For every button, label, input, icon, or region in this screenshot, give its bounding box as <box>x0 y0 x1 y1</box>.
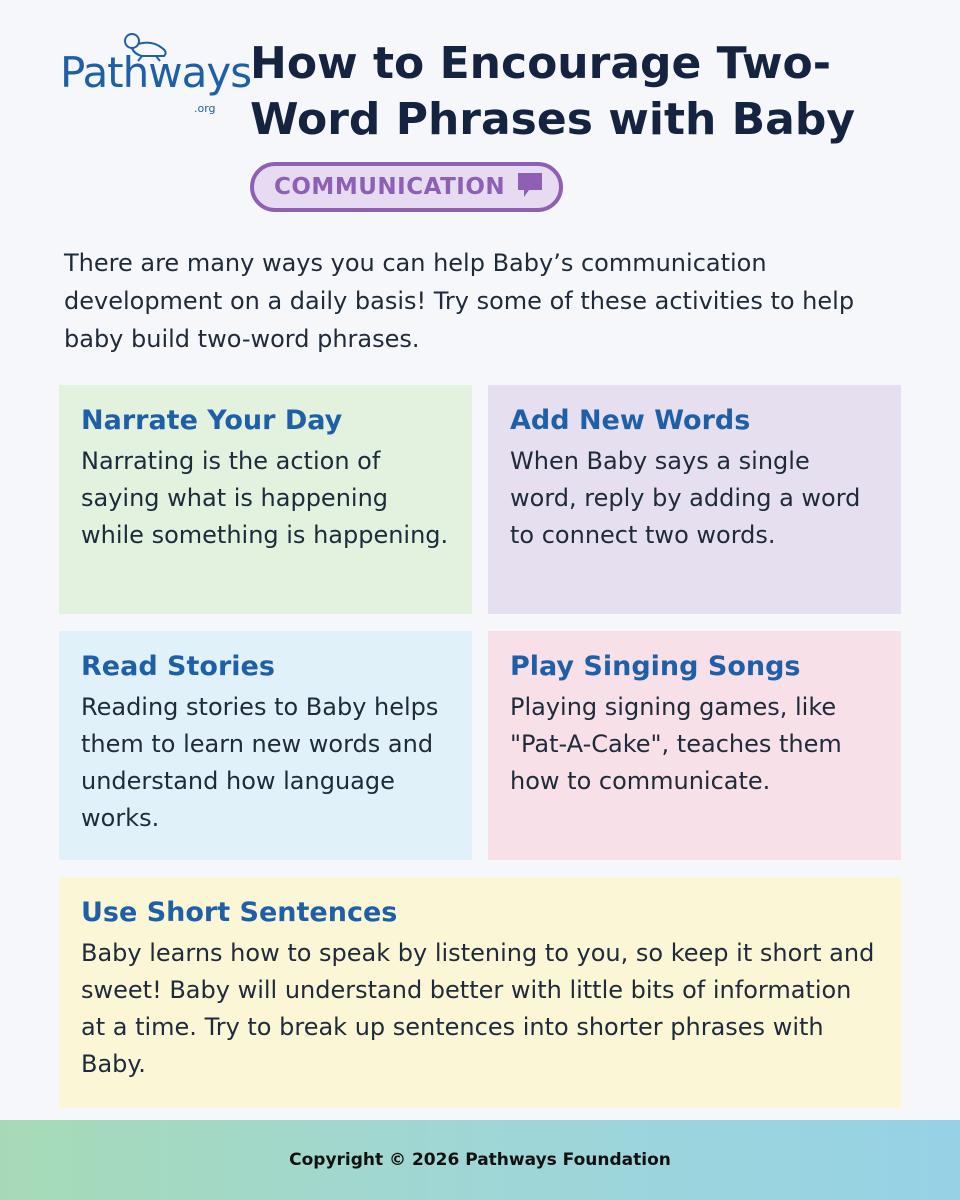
tip-card-title: Use Short Sentences <box>81 897 398 928</box>
tip-card-body: When Baby says a single word, reply by adding a word to connect two words. <box>510 447 861 549</box>
tip-card-title: Read Stories <box>81 651 275 682</box>
tip-card-title: Narrate Your Day <box>81 405 343 436</box>
tip-card-play-songs <box>488 631 901 860</box>
tip-card-title: Play Singing Songs <box>510 651 801 682</box>
footer <box>0 1120 960 1200</box>
tip-card-add-words <box>488 385 901 614</box>
tip-card-short-sentences <box>59 877 901 1108</box>
page-title: How to Encourage Two-Word Phrases with Baby <box>250 38 856 145</box>
tip-card-body: Reading stories to Baby helps them to learn new words and understand how language works. <box>81 693 439 832</box>
logo-suffix: .org <box>194 102 216 115</box>
category-badge <box>250 162 563 212</box>
intro-paragraph: There are many ways you can help Baby’s communication development on a daily basis! Try some of these activities to help baby build two-word phrases. <box>64 249 855 353</box>
tip-card-title: Add New Words <box>510 405 751 436</box>
tip-card-body: Baby learns how to speak by listening to you, so keep it short and sweet! Baby will understand better with little bits of information at a time. Try to break up sentences into shorter phrases with Baby. <box>81 939 875 1078</box>
category-badge-label: COMMUNICATION <box>274 174 506 200</box>
tip-card-body: Playing signing games, like "Pat-A-Cake", teaches them how to communicate. <box>510 693 842 795</box>
tip-card-read-stories <box>59 631 472 860</box>
tip-card-body: Narrating is the action of saying what is happening while something is happening. <box>81 447 449 549</box>
tip-card-narrate <box>59 385 472 614</box>
speech-bubble-icon <box>515 170 545 204</box>
copyright-text: Copyright © 2026 Pathways Foundation <box>289 1150 671 1170</box>
pathways-logo[interactable] <box>60 32 252 122</box>
logo-wordmark: Pathways <box>60 48 252 97</box>
